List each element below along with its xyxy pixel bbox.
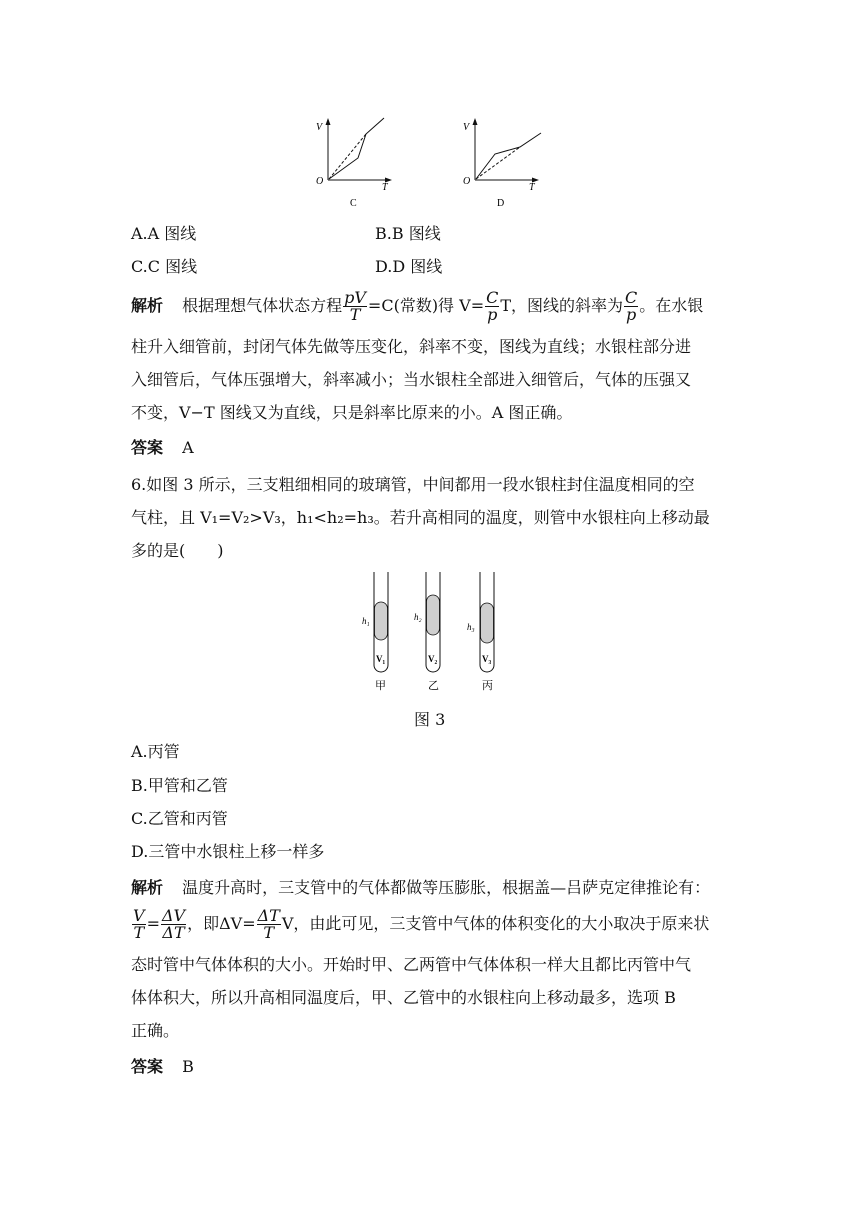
q5-frac-pv-t: $\frac{pV}{T}$ (344, 288, 366, 324)
q6-option-d: D.三管中水银柱上移一样多 (131, 842, 325, 861)
q6-frac-dv-dt: $\frac{\Delta V}{\Delta T}$ (161, 906, 186, 942)
q6-analysis-text-2: V，由此可见，三支管中气体的体积变化的大小取决于原来状 (281, 914, 710, 933)
q5-answer-value: A (182, 438, 194, 457)
figure-3-caption: 图 3 (414, 710, 446, 729)
q6-analysis-text-1: 温度升高时，三支管中的气体都做等压膨胀，根据盖—吕萨克定律推论有： (182, 878, 711, 897)
figure-3-tubes (355, 570, 515, 700)
tube-1-name: 甲 (375, 680, 386, 692)
graph-c-caption: C (350, 198, 357, 209)
q6-option-a: A.丙管 (131, 742, 180, 761)
tube-2-name: 乙 (428, 680, 439, 692)
q6-stem-line-3: 多的是( ) (131, 541, 224, 560)
graph-c-axis-v: V (316, 122, 323, 133)
tube-3-v-label: V₃ (482, 654, 492, 664)
q6-frac-v-t: $\frac{V}{T}$ (133, 906, 145, 942)
q6-equals: = (146, 914, 160, 933)
q6-option-c: C.乙管和丙管 (131, 809, 228, 828)
q6-analysis-line-1 (131, 876, 710, 900)
q6-stem-line-1: 6.如图 3 所示，三支粗细相同的玻璃管，中间都用一段水银柱封住温度相同的空 (131, 475, 695, 494)
q6-answer-value: B (182, 1057, 194, 1076)
q5-analysis-line-4: 不变，V−T 图线又为直线，只是斜率比原来的小。A 图正确。 (131, 403, 573, 422)
graph-d-axis-v: V (463, 122, 470, 133)
tube-1-h-label: h₁ (362, 616, 370, 626)
q5-option-d: D.D 图线 (375, 257, 443, 276)
q6-analysis-text-mid: ，即ΔV= (187, 914, 256, 933)
q6-analysis-line-3: 态时管中气体体积的大小。开始时甲、乙两管中气体体积一样大且都比丙管中气 (131, 955, 692, 974)
tube-3-name: 丙 (482, 680, 493, 692)
q5-option-a: A.A 图线 (131, 224, 197, 243)
graph-d-caption: D (497, 198, 505, 209)
q6-answer (131, 1055, 194, 1079)
graph-c-axis-t: T (382, 182, 388, 193)
q5-analysis-text-1: 根据理想气体状态方程 (182, 296, 343, 315)
q5-analysis-line-1 (131, 288, 703, 336)
q6-answer-label: 答案 (131, 1057, 164, 1076)
graph-c-origin: O (316, 176, 324, 187)
tube-2-v-label: V₂ (428, 654, 438, 664)
graph-d (457, 112, 547, 212)
tube-3-h-label: h₃ (467, 622, 475, 632)
q5-analysis-line-2: 柱升入细管前，封闭气体先做等压变化，斜率不变，图线为直线；水银柱部分进 (131, 337, 692, 356)
q5-option-c: C.C 图线 (131, 257, 198, 276)
q5-option-b: B.B 图线 (375, 224, 441, 243)
graph-c (310, 112, 400, 212)
q5-analysis-text-4: 。在水银 (639, 296, 704, 315)
q6-stem-line-2: 气柱，且 V₁=V₂>V₃，h₁<h₂=h₃。若升高相同的温度，则管中水银柱向上移动最 (131, 508, 710, 527)
graph-d-axis-t: T (529, 182, 535, 193)
q5-frac-c-p: $\frac{C}{p}$ (486, 288, 499, 324)
q6-analysis-line-4: 体体积大，所以升高相同温度后，甲、乙管中的水银柱向上移动最多，选项 B (131, 988, 676, 1007)
q5-analysis-text-3: T，图线的斜率为 (500, 296, 624, 315)
graph-d-origin: O (463, 176, 471, 187)
q5-analysis-line-3: 入细管后，气体压强增大，斜率减小；当水银柱全部进入细管后，气体的压强又 (131, 370, 692, 389)
q6-option-b: B.甲管和乙管 (131, 776, 228, 795)
q6-frac-dt-t: $\frac{\Delta T}{T}$ (257, 906, 280, 942)
q5-frac-slope: $\frac{C}{p}$ (625, 288, 638, 324)
q5-analysis-text-2: =C(常数)得 V= (367, 296, 485, 315)
q5-analysis-label: 解析 (131, 296, 164, 315)
q6-analysis-label: 解析 (131, 878, 164, 897)
tube-1-v-label: V₁ (376, 654, 386, 664)
q5-answer (131, 436, 194, 460)
q6-analysis-line-2 (131, 906, 709, 946)
q6-analysis-line-5: 正确。 (131, 1021, 180, 1040)
q5-answer-label: 答案 (131, 438, 164, 457)
tube-2-h-label: h₂ (414, 612, 422, 622)
